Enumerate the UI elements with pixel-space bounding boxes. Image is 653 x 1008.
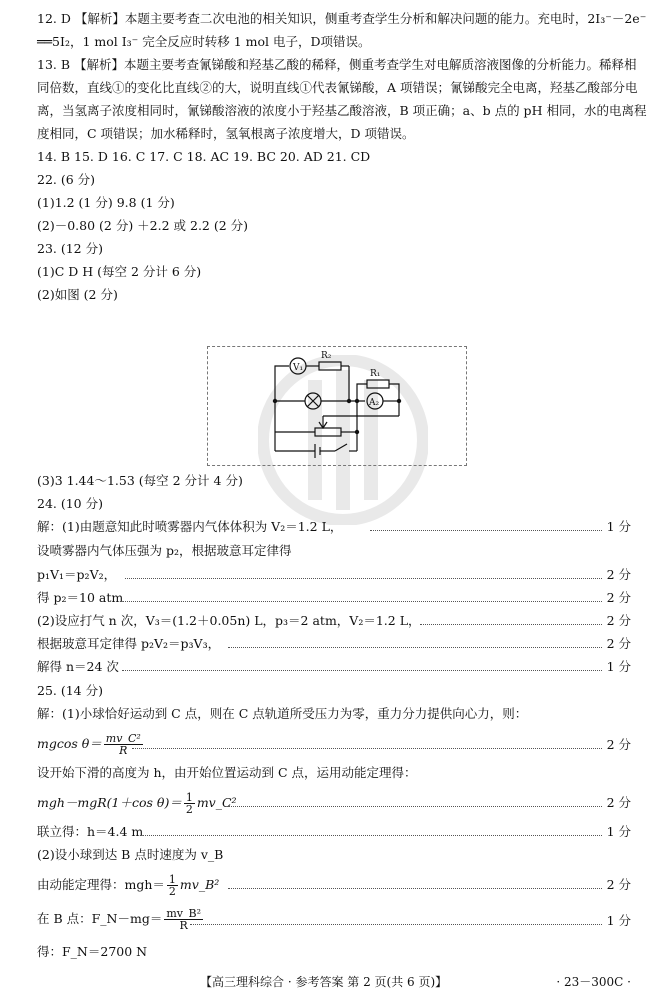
r1-label: R₁ [370, 369, 381, 379]
dot-leader [125, 578, 602, 579]
footer-center: 【高三理科综合 · 参考答案 第 2 页(共 6 页)】 [200, 975, 448, 989]
q14-21-answers: 14. B 15. D 16. C 17. C 18. AC 19. BC 20. AD 21. CD [37, 149, 371, 164]
q24-score4: 2 分 [606, 590, 631, 605]
dot-leader [370, 530, 602, 531]
a2-label: A₂ [369, 398, 380, 408]
q25-score2: 2 分 [606, 737, 631, 752]
dot-leader [420, 624, 602, 625]
q25-line5: 联立得：h＝4.4 m [37, 824, 144, 839]
q23-answer1: (1)C D H (每空 2 分计 6 分) [37, 264, 202, 279]
q23-answer2: (2)如图 (2 分) [37, 287, 118, 302]
q25-eq2: mgh－mgR(1＋cos θ)＝ $\frac{1}{2}$ mv_C² [37, 791, 237, 816]
q24-score5: 2 分 [606, 613, 631, 628]
q25-score5: 1 分 [606, 824, 631, 839]
v1-label: V₁ [293, 363, 304, 373]
q24-line3: p₁V₁＝p₂V₂， [37, 567, 117, 582]
dot-leader [122, 670, 602, 671]
q24-line2: 设喷雾器内气体压强为 p₂，根据玻意耳定律得 [37, 543, 292, 558]
q25-line6: (2)设小球到达 B 点时速度为 v_B [37, 847, 224, 862]
r2-label: R₂ [321, 351, 332, 361]
q24-line7: 解得 n＝24 次 [37, 659, 119, 674]
q25-score4: 2 分 [606, 795, 631, 810]
q22-head: 22. (6 分) [37, 172, 96, 187]
dot-leader [228, 647, 602, 648]
q13-line3: 离，当氢离子浓度相同时，氰锑酸溶液的浓度小于羟基乙酸溶液，B 项正确；a、b 点的 pH 相同，水的电离程 [37, 103, 647, 118]
dot-leader [132, 748, 602, 749]
q24-score7: 1 分 [606, 659, 631, 674]
q25-head: 25. (14 分) [37, 683, 103, 698]
q24-line6: 根据玻意耳定律得 p₂V₂＝p₃V₃， [37, 636, 221, 651]
q25-line1: 解：(1)小球恰好运动到 C 点，则在 C 点轨道所受压力为零，重力分力提供向心力，则： [37, 706, 528, 721]
dot-leader [120, 601, 602, 602]
q13-line2: 同倍数，直线①的变化比直线②的大，说明直线①代表氰锑酸，A 项错误；氰锑酸完全电离，羟基乙酸部分电 [37, 80, 638, 95]
q25-score7: 2 分 [606, 877, 631, 892]
footer-code: · 23－300C · [556, 975, 631, 989]
q23-answer3: (3)3 1.44～1.53 (每空 2 分计 4 分) [37, 473, 243, 488]
circuit-diagram [207, 346, 465, 464]
q12-line1: 12. D 【解析】本题主要考查二次电池的相关知识，侧重考查学生分析和解决问题的能力。充电时，2I₃⁻－2e⁻ [37, 11, 647, 26]
q24-score3: 2 分 [606, 567, 631, 582]
q25-line9: 得：F_N＝2700 N [37, 944, 148, 959]
q24-score6: 2 分 [606, 636, 631, 651]
q13-line4: 度相同，C 项错误；加水稀释时，氢氧根离子浓度增大，D 项错误。 [37, 126, 415, 141]
dot-leader [140, 835, 602, 836]
q25-eq1: mgcos θ＝ $\frac{\text{mv\_C²}}{R}$ [37, 732, 141, 757]
q24-line4: 得 p₂＝10 atm [37, 590, 124, 605]
q22-answer2: (2)－0.80 (2 分) ＋2.2 或 2.2 (2 分) [37, 218, 249, 233]
q22-answer1: (1)1.2 (1 分) 9.8 (1 分) [37, 195, 175, 210]
q24-line1: 解：(1)由题意知此时喷雾器内气体体积为 V₂＝1.2 L， [37, 519, 343, 534]
q13-line1: 13. B 【解析】本题主要考查氰锑酸和羟基乙酸的稀释，侧重考查学生对电解质溶液图像的分析能力。稀释相 [37, 57, 637, 72]
q24-score1: 1 分 [606, 519, 631, 534]
q24-head: 24. (10 分) [37, 496, 103, 511]
q23-head: 23. (12 分) [37, 241, 103, 256]
q25-eq4: 在 B 点：F_N－mg＝ $\frac{\text{mv\_B²}}{R}$ [37, 907, 201, 932]
q25-score8: 1 分 [606, 913, 631, 928]
q24-line5: (2)设应打气 n 次，V₃＝(1.2＋0.05n) L，p₃＝2 atm，V₂＝1.2 L， [37, 613, 421, 628]
q12-line2: ══5I₂，1 mol I₃⁻ 完全反应时转移 1 mol 电子，D项错误。 [37, 34, 371, 49]
dot-leader [190, 924, 602, 925]
q25-line3: 设开始下滑的高度为 h，由开始位置运动到 C 点，运用动能定理得： [37, 765, 417, 780]
dot-leader [228, 888, 602, 889]
dot-leader [228, 806, 602, 807]
q25-eq3: 由动能定理得：mgh＝ $\frac{1}{2}$ mv_B² [37, 873, 220, 898]
